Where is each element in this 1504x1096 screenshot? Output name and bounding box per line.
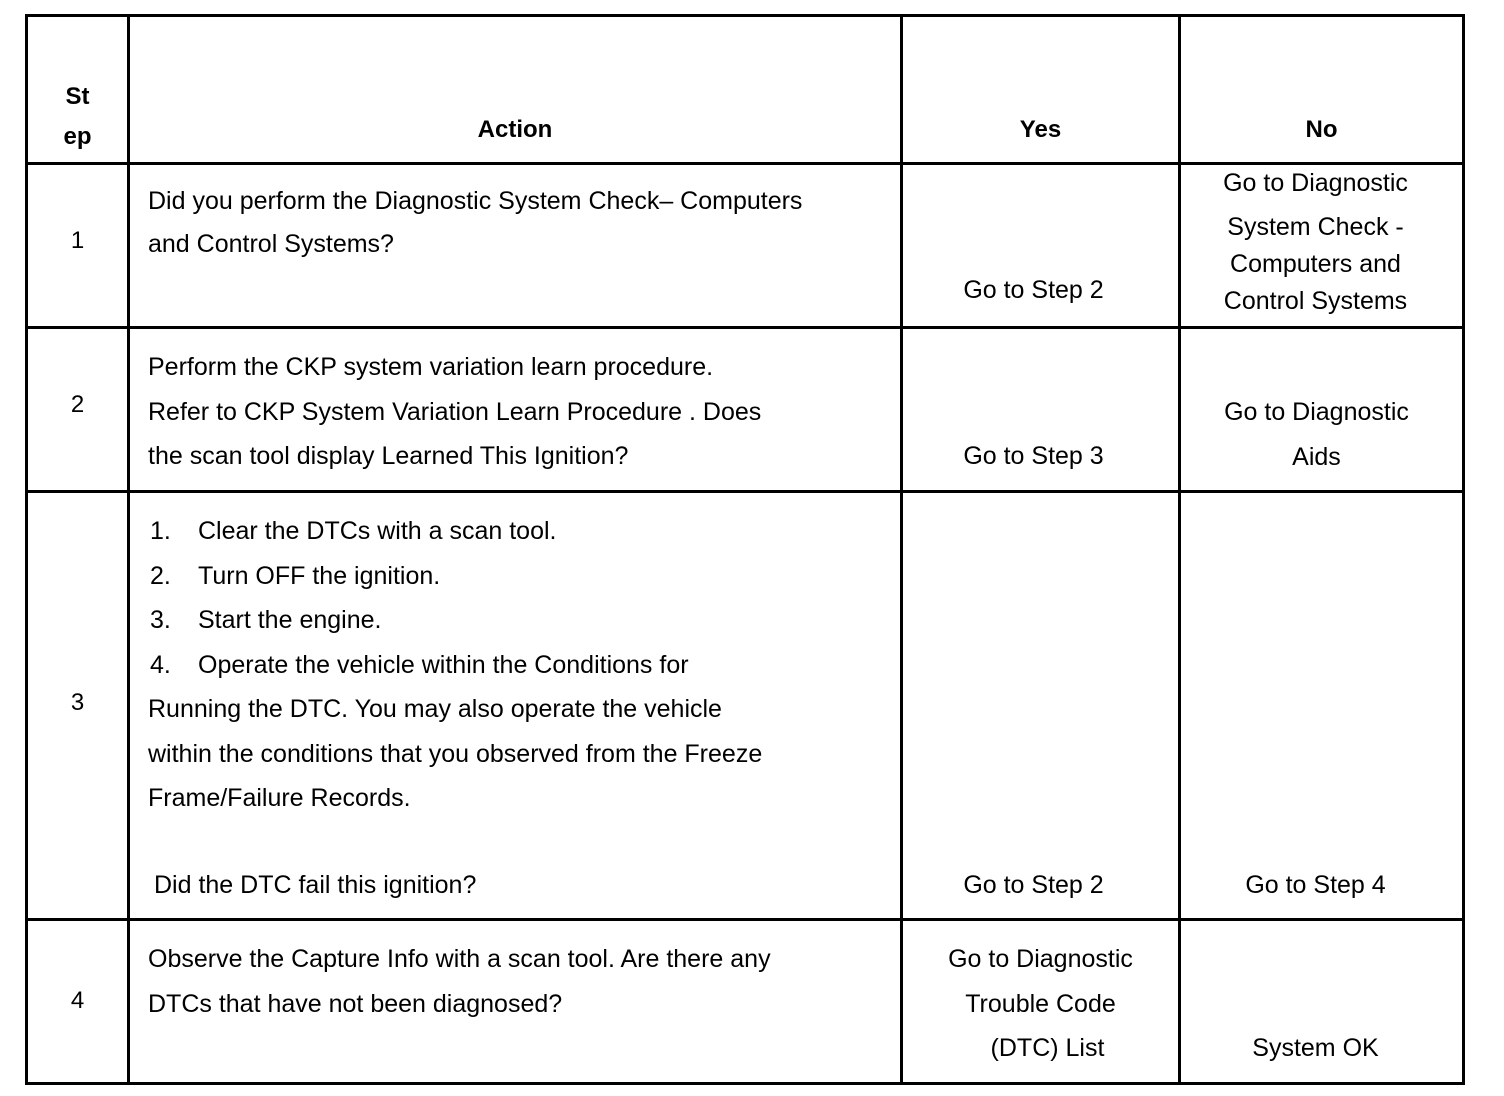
action-line: Running the DTC. You may also operate the vehicle (148, 695, 722, 723)
yes-cell (902, 164, 1180, 328)
action-cell (129, 164, 902, 328)
no-line: Go to Diagnostic (1223, 169, 1408, 197)
step-number: 3 (70, 689, 85, 716)
header-no (1180, 16, 1464, 164)
action-steps-list (150, 509, 689, 687)
yes-cell (902, 328, 1180, 492)
yes-line: (DTC) List (990, 1034, 1105, 1062)
no-link[interactable] (1171, 390, 1462, 479)
header-yes (902, 16, 1180, 164)
step-cell (27, 920, 129, 1084)
yes-link[interactable]: Go to Step 2 (963, 276, 1104, 304)
step-number: 4 (70, 987, 85, 1014)
action-line: Refer to CKP System Variation Learn Procedure . Does (148, 397, 762, 426)
table-row (27, 492, 1464, 920)
list-item: 2. Turn OFF the ignition. (150, 561, 441, 590)
header-no-label: No (1305, 116, 1338, 143)
header-step (27, 16, 129, 164)
no-line: Computers and (1230, 250, 1401, 278)
action-question: Did the DTC fail this ignition? (154, 871, 477, 899)
no-line: Aids (1292, 442, 1341, 471)
header-action-label: Action (477, 116, 553, 143)
step-number: 2 (70, 391, 85, 418)
no-link[interactable]: Go to Step 4 (1245, 871, 1386, 899)
table-row (27, 328, 1464, 492)
list-item: 1. Clear the DTCs with a scan tool. (150, 517, 557, 545)
action-line: the scan tool display Learned This Ignition? (148, 442, 629, 470)
action-line: and Control Systems? (148, 229, 394, 258)
list-item: 3. Start the engine. (150, 606, 382, 634)
action-line: Perform the CKP system variation learn procedure. (148, 353, 714, 381)
yes-link[interactable] (903, 937, 1178, 1071)
header-row (27, 16, 1464, 164)
no-line: Go to Diagnostic (1224, 398, 1409, 426)
header-action (129, 16, 902, 164)
header-yes-label: Yes (1019, 116, 1062, 143)
step-cell (27, 164, 129, 328)
no-line: Control Systems (1223, 287, 1408, 315)
step-cell (27, 492, 129, 920)
step-cell (27, 328, 129, 492)
no-cell (1180, 492, 1464, 920)
step-number: 1 (70, 227, 85, 254)
yes-cell (902, 920, 1180, 1084)
no-link[interactable]: System OK (1252, 1034, 1379, 1062)
diagnostic-table (25, 14, 1465, 1085)
yes-link[interactable]: Go to Step 3 (963, 442, 1104, 470)
no-link[interactable] (1169, 165, 1462, 320)
yes-cell (902, 492, 1180, 920)
yes-line: Trouble Code (965, 989, 1116, 1018)
action-cell (129, 328, 902, 492)
yes-link[interactable]: Go to Step 2 (963, 871, 1104, 899)
no-line: System Check - (1227, 213, 1404, 241)
header-step-line2: ep (63, 123, 92, 150)
no-cell (1180, 328, 1464, 492)
action-line: Observe the Capture Info with a scan tool. Are there any (148, 945, 771, 973)
header-step-line1: St (65, 83, 90, 110)
action-line: within the conditions that you observed from the Freeze (148, 739, 763, 768)
action-line: Frame/Failure Records. (148, 784, 411, 812)
table-row (27, 164, 1464, 328)
action-line: DTCs that have not been diagnosed? (148, 989, 563, 1018)
list-item: 4. Operate the vehicle within the Conditions for (150, 650, 689, 679)
yes-line: Go to Diagnostic (948, 945, 1133, 973)
table-row (27, 920, 1464, 1084)
action-cell (129, 492, 902, 920)
no-cell (1180, 164, 1464, 328)
action-cell (129, 920, 902, 1084)
no-cell (1180, 920, 1464, 1084)
action-line: Did you perform the Diagnostic System Check– Computers (148, 187, 803, 215)
